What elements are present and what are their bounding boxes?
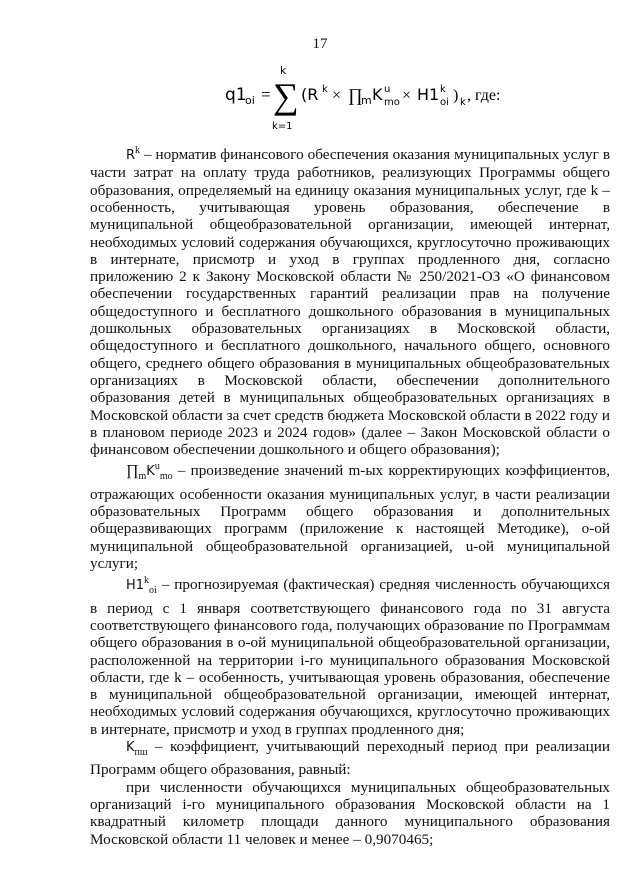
paragraph-h1-text: – прогнозируемая (фактическая) средняя численность обучающихся в период с 1 января соответствующего финансового года по 31 августа соответствующего финансового года, получающих образование по Программам общего образования в o-ой муниципальной общеобразовательной организации, расположенной на территории i-го муниципального образования Московской области, где k – особенность, учитывающая уровень образования, обеспечение в муниципальной общеобразовательной организации, имеющей интернат, необходимых условий содержания обучающихся, круглосуточно проживающих в интернате, присмотр и уход в группах продленного дня;	[90, 576, 610, 738]
formula-prod: ∏	[348, 85, 363, 105]
formula-k-sup: u	[384, 84, 391, 95]
formula-sum-top: k	[280, 64, 287, 77]
formula-k-sub: mo	[384, 97, 400, 108]
formula-h1-sup: k	[440, 84, 446, 95]
formula-prod-sub: m	[361, 94, 372, 107]
paragraph-rk-text: – норматив финансового обеспечения оказания муниципальных услуг в части затрат на оплату труда работников, реализующих Программы общего образования, определяемый на единицу оказания муниципальных услуг, где k – особенность, учитывающая уровень образования, обеспечение в муниципальной общеобразовательной организации, имеющей интернат, необходимых условий содержания обучающихся, круглосуточно проживающих в интернате, присмотр и уход в группах продленного дня, согласно приложению 2 к Закону Московской области № 250/2021-ОЗ «О финансовом обеспечении государственных гарантий реализации прав на получение общедоступного и бесплатного дошкольного образования в муниципальных дошкольных образовательных организациях в Московской области, общедоступного и бесплатного дошкольного, начального общего, основного общего, среднего общего образования в муниципальных общеобразовательных организациях в Московской области, обеспечении дополнительного образования детей в муниципальных общеобразовательных организациях в Московской области за счет средств бюджета Московской области в 2022 году и в плановом периоде 2023 и 2024 годов» (далее – Закон Московской области о финансовом обеспечении дошкольного и общего образования);	[90, 146, 610, 459]
formula-h1-sub: oi	[440, 97, 449, 108]
formula-k: K	[372, 85, 383, 104]
symbol-h1-sub: oi	[149, 585, 157, 597]
symbol-prod-sub: m	[138, 471, 147, 483]
formula-times-1: ×	[332, 87, 342, 104]
formula-close: )	[453, 87, 459, 104]
symbol-k-sup: u	[154, 461, 160, 473]
paragraph-density: при численности обучающихся муниципальных общеобразовательных организаций i-го муниципального образования Московской области на 1 квадратный километр площади данного муниципального образования Московской области 11 человек и менее – 0,9070465;	[90, 778, 610, 848]
formula-lhs: q1	[225, 85, 247, 105]
page-number: 17	[312, 36, 328, 52]
paragraph-prod-k	[90, 458, 610, 572]
formula-sum-bottom: k=1	[272, 121, 293, 132]
symbol-r: R	[126, 148, 136, 164]
paragraph-h1	[90, 572, 610, 738]
symbol-k-sub: mo	[159, 471, 173, 483]
paragraph-kpsh	[90, 738, 610, 779]
formula-svg	[215, 62, 515, 132]
paragraph-kpsh-text: – коэффициент, учитывающий переходный период при реализации Программ общего образования, равный:	[90, 738, 610, 779]
formula-tail: , где:	[467, 87, 501, 104]
document-body	[90, 142, 610, 848]
formula-equals: =	[261, 85, 271, 104]
formula-close-sub: k	[460, 97, 466, 108]
symbol-r-sup: k	[135, 145, 141, 156]
formula-q1	[215, 62, 515, 132]
symbol-h1-sup: k	[144, 575, 150, 587]
symbol-prod: ∏	[126, 462, 139, 480]
sum-sign-icon: ∑	[273, 76, 299, 116]
symbol-h1: H1	[126, 578, 145, 594]
formula-lhs-sub: oi	[245, 94, 255, 107]
paragraph-prod-k-text: – произведение значений m-ых корректирующих коэффициентов, отражающих особенности оказания муниципальных услуг, в части реализации образовательных Программ общего образования и дополнительных общеразвивающих программ (приложение к настоящей Методике), o-ой муниципальной общеобразовательной организацией, u-ой муниципальной услуги;	[90, 462, 610, 572]
formula-times-2: ×	[402, 87, 412, 104]
formula-r-sup: k	[322, 84, 328, 95]
symbol-kpsh: K	[126, 740, 135, 756]
formula-h1: H1	[417, 85, 440, 104]
symbol-kpsh-sub: пш	[134, 747, 148, 759]
paragraph-rk	[90, 142, 610, 458]
formula-open: (R	[301, 85, 319, 104]
symbol-k: K	[146, 464, 155, 480]
